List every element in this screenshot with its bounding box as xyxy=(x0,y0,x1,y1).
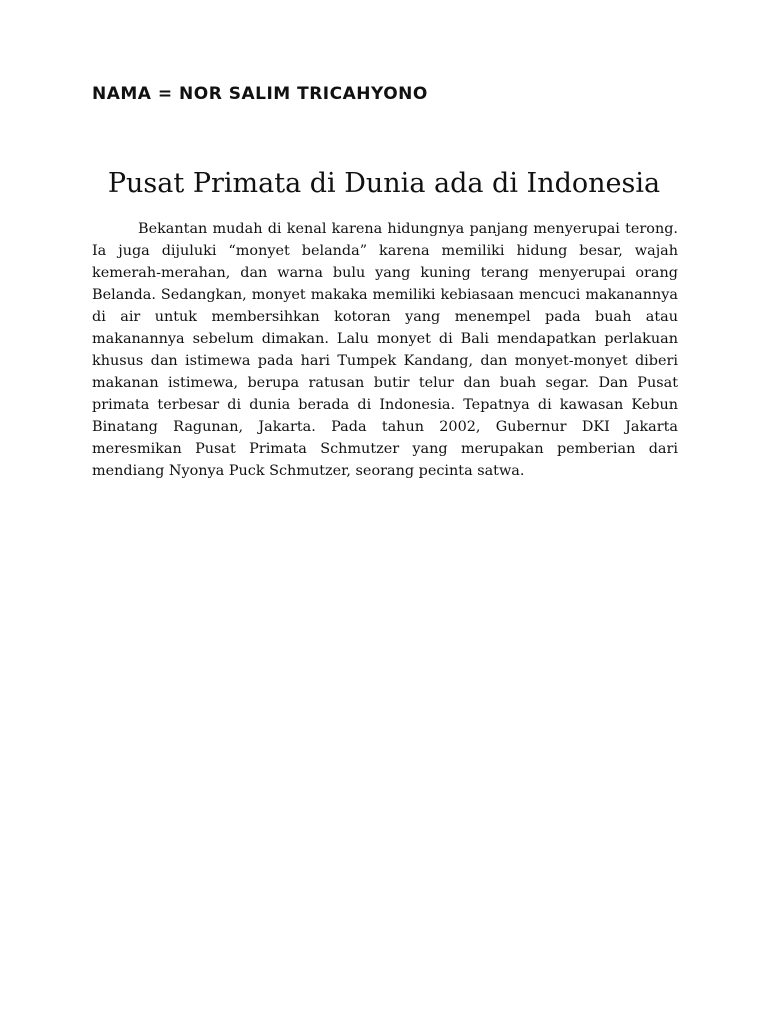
author-name: NAMA = NOR SALIM TRICAHYONO xyxy=(92,84,428,104)
document-title: Pusat Primata di Dunia ada di Indonesia xyxy=(107,168,661,199)
body-paragraph: Bekantan mudah di kenal karena hidungnya panjang menyerupai terong. Ia juga dijuluki “monyet belanda” karena memiliki hidung besar, wajah kemerah-merahan, dan warna bulu yang kuning terang menyerupai orang Belanda. Sedangkan, monyet makaka memiliki kebiasaan mencuci makanannya di air untuk membersihkan kotoran yang menempel pada buah atau makanannya sebelum dimakan. Lalu monyet di Bali mendapatkan perlakuan khusus dan istimewa pada hari Tumpek Kandang, dan monyet-monyet diberi makanan istimewa, berupa ratusan butir telur dan buah segar. Dan Pusat primata terbesar di dunia berada di Indonesia. Tepatnya di kawasan Kebun Binatang Ragunan, Jakarta. Pada tahun 2002, Gubernur DKI Jakarta meresmikan Pusat Primata Schmutzer yang merupakan pemberian dari mendiang Nyonya Puck Schmutzer, seorang pecinta satwa. xyxy=(92,221,678,479)
